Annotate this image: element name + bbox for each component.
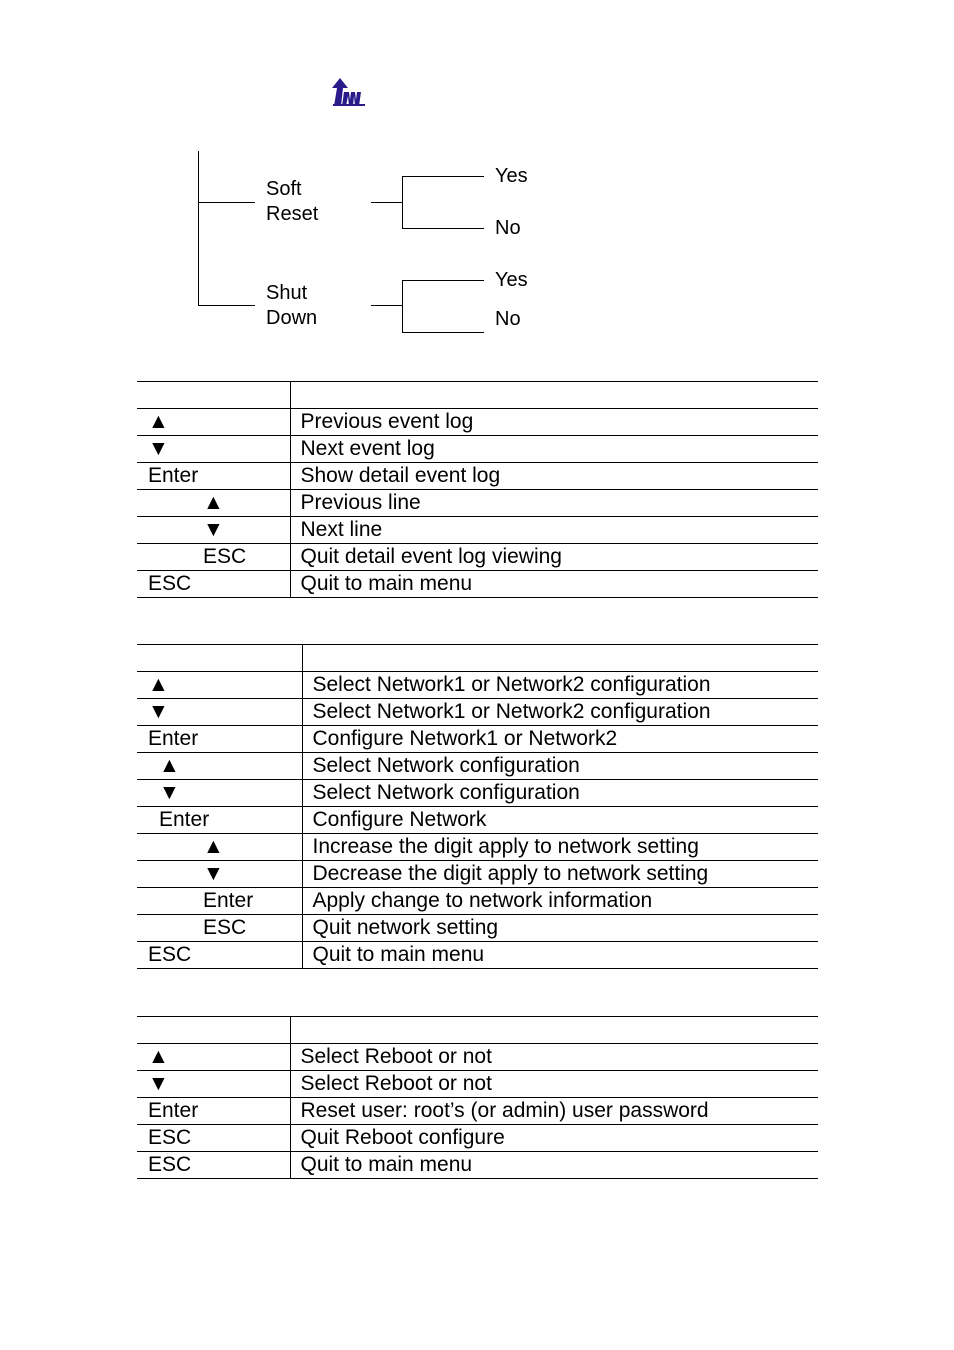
- table-row: [137, 436, 818, 463]
- key-cell: ▲: [137, 834, 302, 861]
- table-header-row: [137, 382, 818, 409]
- description-cell: Quit network setting: [302, 915, 818, 942]
- table-row: [137, 888, 818, 915]
- soft-reset-yes-line: [402, 176, 484, 177]
- description-cell: Previous event log: [290, 409, 818, 436]
- description-cell: Increase the digit apply to network setting: [302, 834, 818, 861]
- key-cell: ▼: [137, 780, 302, 807]
- header-desc-cell: [302, 645, 818, 672]
- table-row: [137, 463, 818, 490]
- description-cell: Select Reboot or not: [290, 1071, 818, 1098]
- key-cell: ESC: [137, 915, 302, 942]
- key-cell: ESC: [137, 942, 302, 969]
- soft-reset-fork-line: [402, 176, 403, 229]
- soft-reset-branch-line: [198, 202, 255, 203]
- description-cell: Reset user: root’s (or admin) user password: [290, 1098, 818, 1125]
- key-cell: Enter: [137, 463, 290, 490]
- shut-down-branch-line: [198, 305, 255, 306]
- key-cell: ▼: [137, 436, 290, 463]
- key-cell: ▲: [137, 409, 290, 436]
- key-cell: Enter: [137, 807, 302, 834]
- header-desc-cell: [290, 1017, 818, 1044]
- header-key-cell: [137, 382, 290, 409]
- table-header-row: [137, 1017, 818, 1044]
- description-cell: Next line: [290, 517, 818, 544]
- key-cell: Enter: [137, 1098, 290, 1125]
- key-cell: ESC: [137, 1125, 290, 1152]
- table-row: [137, 807, 818, 834]
- soft-reset-label: Soft Reset: [266, 178, 319, 225]
- table-row: [137, 672, 818, 699]
- key-cell: ESC: [137, 571, 290, 598]
- description-cell: Select Reboot or not: [290, 1044, 818, 1071]
- key-cell: ▲: [137, 753, 302, 780]
- reboot-table: [137, 1016, 818, 1179]
- header-key-cell: [137, 1017, 290, 1044]
- table-row: [137, 915, 818, 942]
- description-cell: Select Network configuration: [302, 753, 818, 780]
- tree-trunk-line: [198, 151, 199, 306]
- table-header-row: [137, 645, 818, 672]
- table-row: [137, 726, 818, 753]
- key-cell: ▲: [137, 672, 302, 699]
- shut-down-no-option[interactable]: No: [495, 308, 521, 330]
- table-row: [137, 834, 818, 861]
- table-row: [137, 1044, 818, 1071]
- description-cell: Select Network configuration: [302, 780, 818, 807]
- table-row: [137, 517, 818, 544]
- description-cell: Quit to main menu: [290, 571, 818, 598]
- description-cell: Previous line: [290, 490, 818, 517]
- shut-down-label: Shut Down: [266, 282, 318, 329]
- table-row: [137, 1152, 818, 1179]
- key-cell: ▼: [137, 1071, 290, 1098]
- table-row: [137, 942, 818, 969]
- table-row: [137, 409, 818, 436]
- description-cell: Quit to main menu: [290, 1152, 818, 1179]
- table-row: [137, 699, 818, 726]
- shut-down-no-line: [402, 332, 484, 333]
- key-cell: ▼: [137, 861, 302, 888]
- key-cell: Enter: [137, 726, 302, 753]
- key-cell: ESC: [137, 1152, 290, 1179]
- table-row: [137, 544, 818, 571]
- description-cell: Configure Network: [302, 807, 818, 834]
- key-cell: ▲: [137, 490, 290, 517]
- table-row: [137, 861, 818, 888]
- company-logo-icon: [330, 78, 368, 108]
- header-key-cell: [137, 645, 302, 672]
- description-cell: Quit detail event log viewing: [290, 544, 818, 571]
- soft-reset-yes-option[interactable]: Yes: [495, 165, 528, 187]
- description-cell: Show detail event log: [290, 463, 818, 490]
- table-row: [137, 1098, 818, 1125]
- key-cell: ESC: [137, 544, 290, 571]
- description-cell: Decrease the digit apply to network setting: [302, 861, 818, 888]
- table-row: [137, 490, 818, 517]
- description-cell: Quit to main menu: [302, 942, 818, 969]
- key-cell: Enter: [137, 888, 302, 915]
- shut-down-fork-line: [402, 280, 403, 333]
- description-cell: Configure Network1 or Network2: [302, 726, 818, 753]
- description-cell: Apply change to network information: [302, 888, 818, 915]
- shut-down-yes-line: [402, 280, 484, 281]
- soft-reset-no-option[interactable]: No: [495, 217, 521, 239]
- description-cell: Select Network1 or Network2 configuration: [302, 699, 818, 726]
- table-row: [137, 571, 818, 598]
- network-table: [137, 644, 818, 969]
- description-cell: Select Network1 or Network2 configuration: [302, 672, 818, 699]
- key-cell: ▲: [137, 1044, 290, 1071]
- shut-down-connector-line: [371, 305, 402, 306]
- key-cell: ▼: [137, 517, 290, 544]
- table-row: [137, 780, 818, 807]
- event-log-table: [137, 381, 818, 598]
- header-desc-cell: [290, 382, 818, 409]
- key-cell: ▼: [137, 699, 302, 726]
- soft-reset-connector-line: [371, 202, 402, 203]
- table-row: [137, 753, 818, 780]
- soft-reset-no-line: [402, 228, 484, 229]
- table-row: [137, 1071, 818, 1098]
- description-cell: Next event log: [290, 436, 818, 463]
- table-row: [137, 1125, 818, 1152]
- description-cell: Quit Reboot configure: [290, 1125, 818, 1152]
- shut-down-yes-option[interactable]: Yes: [495, 269, 528, 291]
